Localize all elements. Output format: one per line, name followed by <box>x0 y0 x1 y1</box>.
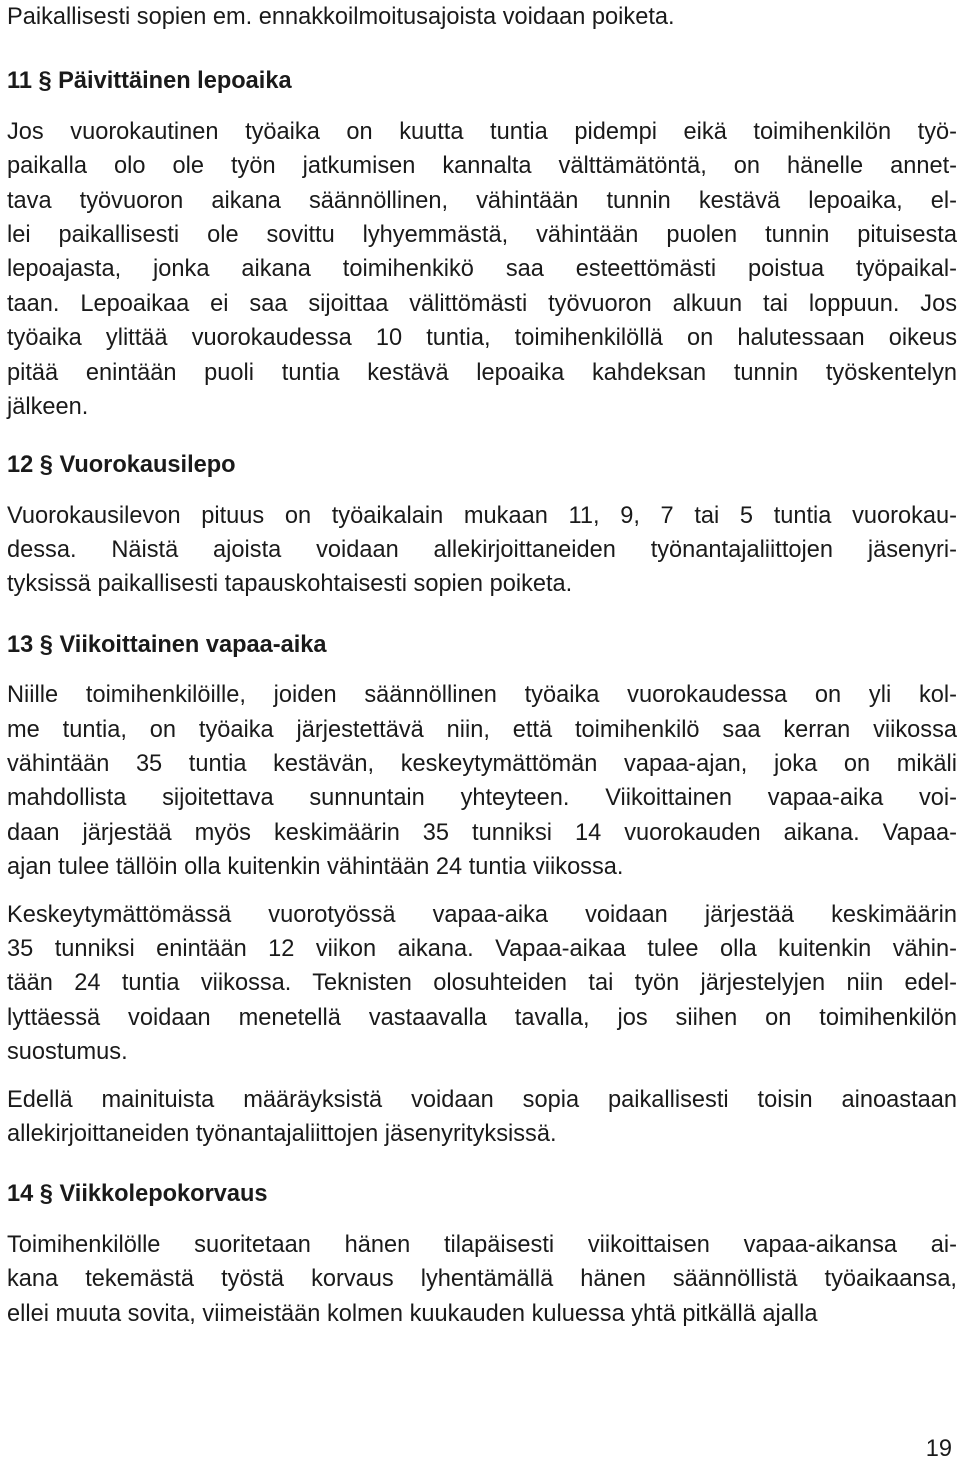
paragraph <box>7 1083 957 1152</box>
text-line: tään 24 tuntia viikossa. Teknisten olosuhteiden tai työn järjestelyjen niin edel- <box>7 970 957 997</box>
text-line: vähintään 35 tuntia kestävän, keskeytymättömän vapaa-ajan, joka on mikäli <box>7 751 957 778</box>
text-line: jälkeen. <box>7 393 89 420</box>
text-line: me tuntia, on työaika järjestettävä niin, että toimihenkilö saa kerran viikossa <box>7 716 957 743</box>
paragraph <box>7 1228 957 1331</box>
text-line: tyksissä paikallisesti tapauskohtaisesti sopien poiketa. <box>7 571 573 598</box>
text-line: suostumus. <box>7 1039 128 1066</box>
section-heading: 14 § Viikkolepokorvaus <box>7 1181 268 1208</box>
document-page <box>7 0 957 1331</box>
text-line: tava työvuoron aikana säännöllinen, vähintään tunnin kestävä lepoaika, el- <box>7 187 957 214</box>
text-line: ajan tulee tällöin olla kuitenkin vähintään 24 tuntia viikossa. <box>7 854 624 881</box>
paragraph <box>7 499 957 602</box>
text-line: taan. Lepoaikaa ei saa sijoittaa välittömästi työvuoron alkuun tai loppuun. Jos <box>7 290 957 317</box>
heading-gap <box>7 99 957 115</box>
section-heading: 13 § Viikoittainen vapaa-aika <box>7 631 327 658</box>
text-line: lei paikallisesti ole sovittu lyhyemmästä, vähintään puolen tunnin pituisesta <box>7 221 957 248</box>
paragraph <box>7 678 957 884</box>
text-line: kana tekemästä työstä korvaus lyhentämällä hänen säännöllistä työaikaansa, <box>7 1266 957 1293</box>
text-line: Vuorokausilevon pituus on työaikalain mukaan 11, 9, 7 tai 5 tuntia vuorokau- <box>7 502 957 529</box>
heading-gap <box>7 483 957 499</box>
text-line: paikalla olo ole työn jatkumisen kannalta välttämätöntä, on hänelle annet- <box>7 153 957 180</box>
text-line: Niille toimihenkilöille, joiden säännöllinen työaika vuorokaudessa on yli kol- <box>7 682 957 709</box>
text-line: pitää enintään puoli tuntia kestävä lepoaika kahdeksan tunnin työskentelyn <box>7 359 957 386</box>
paragraph <box>7 898 957 1070</box>
text-line: allekirjoittaneiden työnantajaliittojen jäsenyrityksissä. <box>7 1120 557 1147</box>
heading-gap <box>7 662 957 678</box>
section-gap <box>7 1151 957 1177</box>
section-gap <box>7 602 957 628</box>
paragraph-gap <box>7 1070 957 1083</box>
text-line: daan järjestää myös keskimäärin 35 tunniksi 14 vuorokauden aikana. Vapaa- <box>7 819 957 846</box>
text-line: lyttäessä voidaan menetellä vastaavalla tavalla, jos siihen on toimihenkilön <box>7 1004 957 1031</box>
text-line: ellei muuta sovita, viimeistään kolmen kuukauden kuluessa yhtä pitkällä ajalla <box>7 1300 818 1327</box>
intro-line: Paikallisesti sopien em. ennakkoilmoitusajoista voidaan poiketa. <box>7 4 675 30</box>
sections <box>7 34 957 1331</box>
text-line: Edellä mainituista määräyksistä voidaan sopia paikallisesti toisin ainoastaan <box>7 1086 957 1113</box>
text-line: työaika ylittää vuorokaudessa 10 tuntia, toimihenkilöllä on halutessaan oikeus <box>7 325 957 352</box>
text-line: lepoajasta, jonka aikana toimihenkikö saa esteettömästi poistua työpaikal- <box>7 256 957 283</box>
section-heading: 11 § Päivittäinen lepoaika <box>7 68 292 95</box>
paragraph-gap <box>7 885 957 898</box>
section-heading: 12 § Vuorokausilepo <box>7 452 236 479</box>
section-gap <box>7 424 957 448</box>
heading-gap <box>7 1212 957 1228</box>
text-line: 35 tunniksi enintään 12 viikon aikana. Vapaa-aikaa tulee olla kuitenkin vähin- <box>7 935 957 962</box>
paragraph <box>7 115 957 425</box>
page-number: 19 <box>925 1436 952 1462</box>
text-line: dessa. Näistä ajoista voidaan allekirjoittaneiden työnantajaliittojen jäsenyri- <box>7 537 957 564</box>
text-line: Keskeytymättömässä vuorotyössä vapaa-aika voidaan järjestää keskimäärin <box>7 901 957 928</box>
text-line: Jos vuorokautinen työaika on kuutta tuntia pidempi eikä toimihenkilön työ- <box>7 118 957 145</box>
text-line: Toimihenkilölle suoritetaan hänen tilapäisesti viikoittaisen vapaa-aikansa ai- <box>7 1231 957 1258</box>
section-gap <box>7 34 957 64</box>
text-line: mahdollista sijoitettava sunnuntain yhteyteen. Viikoittainen vapaa-aika voi- <box>7 785 957 812</box>
